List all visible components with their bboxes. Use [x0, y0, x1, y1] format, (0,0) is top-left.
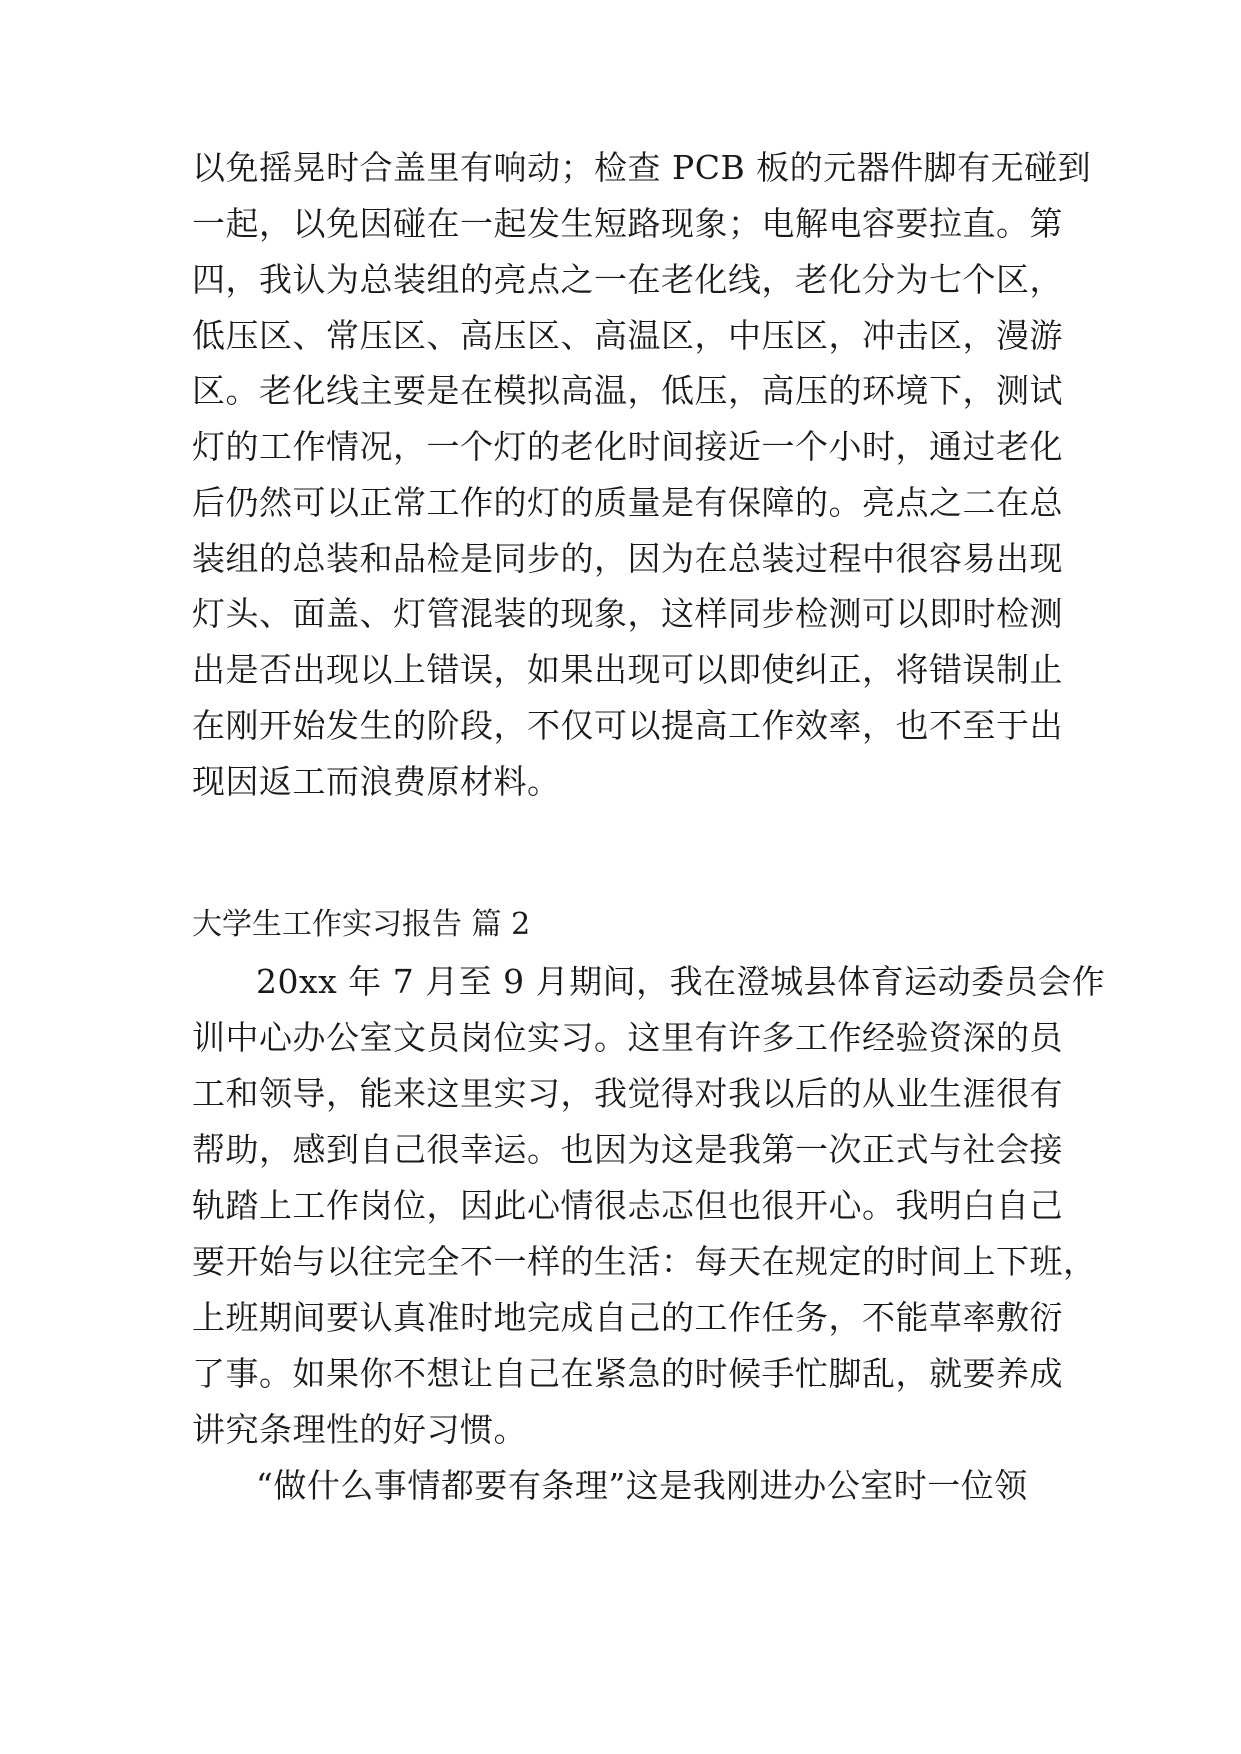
- body-text-line: 现因返工而浪费原材料。: [192, 762, 561, 801]
- body-text-line: 上班期间要认真准时地完成自己的工作任务，不能草率敷衍: [192, 1298, 1063, 1337]
- body-text-line: 装组的总装和品检是同步的，因为在总装过程中很容易出现: [192, 539, 1063, 578]
- body-text-line: 训中心办公室文员岗位实习。这里有许多工作经验资深的员: [192, 1018, 1063, 1057]
- body-text-line: 出是否出现以上错误，如果出现可以即使纠正，将错误制止: [192, 650, 1063, 689]
- body-text-line: 讲究条理性的好习惯。: [192, 1410, 527, 1449]
- body-text-line: 以免摇晃时合盖里有响动；检查 PCB 板的元器件脚有无碰到: [192, 148, 1092, 187]
- body-text-line: 工和领导，能来这里实习，我觉得对我以后的从业生涯很有: [192, 1074, 1063, 1113]
- body-text-line: 四，我认为总装组的亮点之一在老化线，老化分为七个区，: [192, 260, 1063, 299]
- body-text-line: 20xx 年 7 月至 9 月期间，我在澄城县体育运动委员会作: [256, 962, 1106, 1001]
- body-text-line: 区。老化线主要是在模拟高温，低压，高压的环境下，测试: [192, 371, 1063, 410]
- body-text-line: 帮助，感到自己很幸运。也因为这是我第一次正式与社会接: [192, 1130, 1063, 1169]
- body-text-line: 轨踏上工作岗位，因此心情很忐忑但也很开心。我明白自己: [192, 1186, 1063, 1225]
- body-text-line: 在刚开始发生的阶段，不仅可以提高工作效率，也不至于出: [192, 706, 1063, 745]
- section-heading: 大学生工作实习报告 篇 2: [192, 907, 531, 942]
- body-text-line: “做什么事情都要有条理”这是我刚进办公室时一位领: [256, 1466, 1028, 1505]
- body-text-line: 灯的工作情况，一个灯的老化时间接近一个小时，通过老化: [192, 427, 1063, 466]
- body-text-line: 了事。如果你不想让自己在紧急的时候手忙脚乱，就要养成: [192, 1354, 1063, 1393]
- body-text-line: 低压区、常压区、高压区、高温区，中压区，冲击区，漫游: [192, 316, 1063, 355]
- body-text-line: 后仍然可以正常工作的灯的质量是有保障的。亮点之二在总: [192, 483, 1063, 522]
- body-text-line: 一起，以免因碰在一起发生短路现象；电解电容要拉直。第: [192, 204, 1063, 243]
- body-text-line: 要开始与以往完全不一样的生活：每天在规定的时间上下班，: [192, 1242, 1097, 1281]
- body-text-line: 灯头、面盖、灯管混装的现象，这样同步检测可以即时检测: [192, 594, 1063, 633]
